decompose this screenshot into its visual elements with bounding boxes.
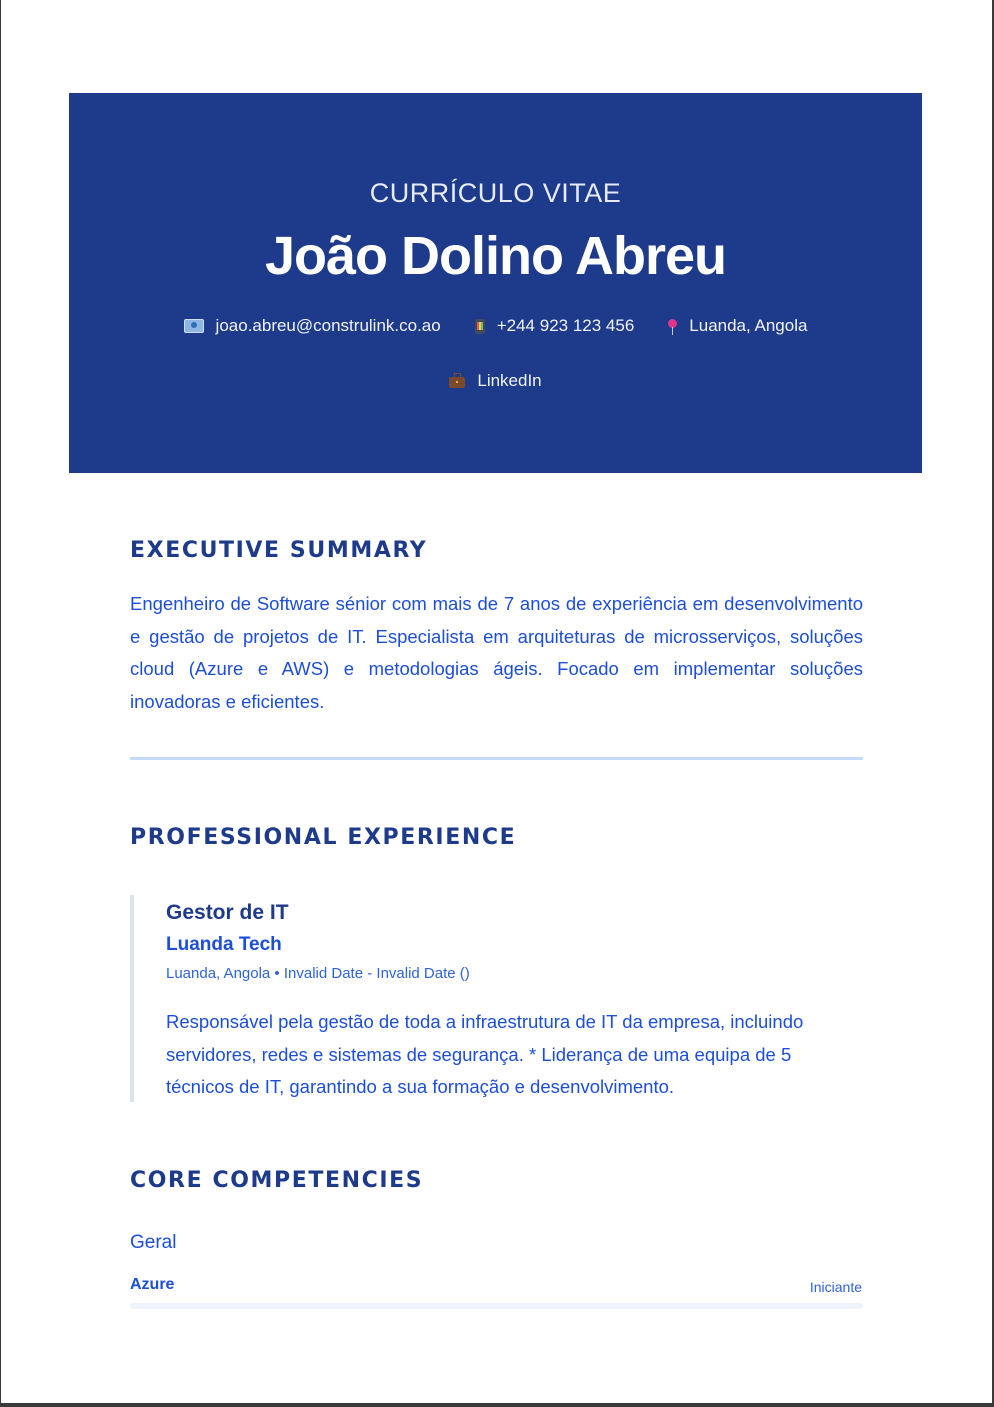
linkedin-link[interactable]: LinkedIn: [477, 371, 542, 390]
location-pin-icon: [668, 319, 677, 328]
contact-location: [668, 316, 807, 336]
candidate-name: João Dolino Abreu: [264, 226, 726, 286]
contact-phone[interactable]: [475, 316, 635, 336]
summary-heading: EXECUTIVE SUMMARY: [130, 538, 428, 563]
job-meta: Luanda, Angola • Invalid Date - Invalid Date (): [166, 965, 470, 982]
skill-level-bar: [130, 1303, 863, 1309]
section-divider: [130, 757, 863, 760]
briefcase-icon: [449, 377, 465, 388]
contact-row-2: [69, 371, 922, 391]
phone-text: +244 923 123 456: [496, 316, 635, 335]
skill-group-name: Geral: [130, 1232, 177, 1253]
contact-linkedin[interactable]: [449, 371, 541, 391]
resume-page: [1, 0, 992, 1403]
experience-heading: PROFESSIONAL EXPERIENCE: [130, 825, 517, 850]
phone-icon: [475, 319, 485, 334]
job-description: Responsável pela gestão de toda a infraestrutura de IT da empresa, incluindo servidores, redes e sistemas de segurança. * Liderança de uma equipa de 5 técnicos de IT, garantindo a sua formação e desenvolvimento.: [166, 1011, 804, 1097]
email-icon: [184, 319, 204, 333]
job-company: Luanda Tech: [166, 934, 282, 955]
resume-header: [69, 93, 922, 473]
document-subtitle: CURRÍCULO VITAE: [369, 178, 622, 208]
job-title: Gestor de IT: [166, 901, 289, 924]
skill-name: Azure: [130, 1276, 175, 1293]
competencies-heading: CORE COMPETENCIES: [130, 1168, 424, 1193]
contact-email[interactable]: [184, 316, 441, 336]
location-text: Luanda, Angola: [689, 316, 808, 335]
contact-row: [69, 316, 922, 336]
skill-level: Iniciante: [809, 1279, 862, 1295]
summary-text: Engenheiro de Software sénior com mais de 7 anos de experiência em desenvolvimento e gestão de projetos de IT. Especialista em arquiteturas de microsserviços, soluções cloud (Azure e AWS) e metodologias ágeis. Focado em implementar soluções inovadoras e eficientes.: [130, 593, 863, 713]
experience-entry: [130, 895, 867, 1102]
email-text: joao.abreu@construlink.co.ao: [215, 316, 441, 335]
